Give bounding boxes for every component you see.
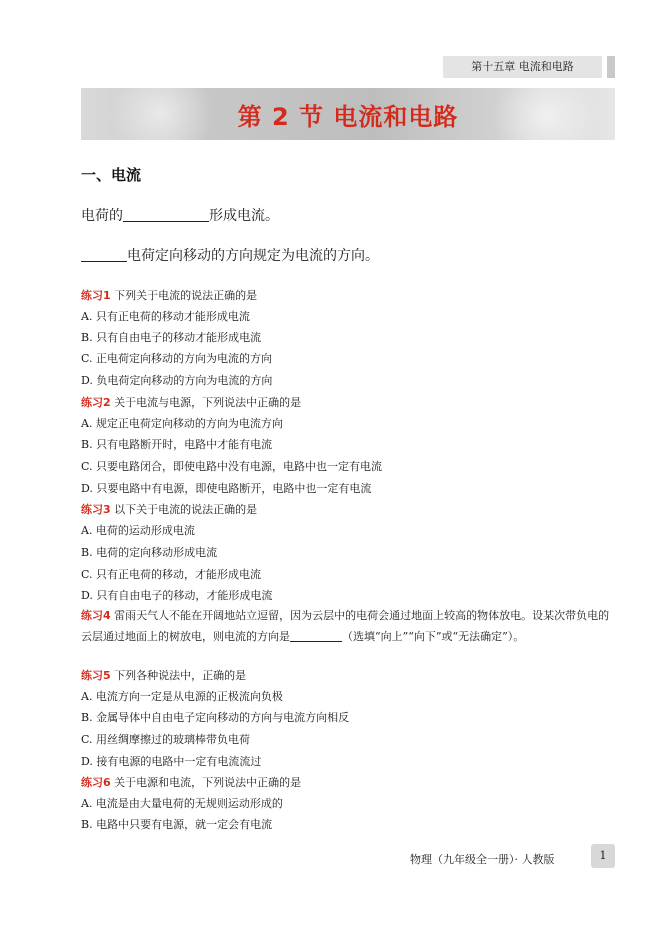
exercise-label: 练习2 — [81, 396, 111, 409]
option: B. 金属导体中自由电子定向移动的方向与电流方向相反 — [81, 711, 350, 724]
option: C. 只要电路闭合，即使电路中没有电源，电路中也一定有电流 — [81, 460, 383, 473]
fill-line-1 — [81, 205, 279, 225]
exercise-stem: 雷雨天气人不能在开阔地站立逗留，因为云层中的电荷会通过地面上较高的物体放电。设某次带负电的云层通过地面上的树放电，则电流的方向是 — [81, 609, 610, 643]
exercise-stem: 以下关于电流的说法正确的是 — [114, 503, 258, 516]
answer-blank — [290, 630, 342, 642]
exercise-label: 练习1 — [81, 289, 111, 302]
option: C. 用丝绸摩擦过的玻璃棒带负电荷 — [81, 733, 251, 746]
footer-book-title: 物理（九年级全一册）· 人教版 — [410, 853, 555, 866]
exercise-6 — [81, 776, 301, 790]
option: D. 只有自由电子的移动，才能形成电流 — [81, 589, 273, 602]
exercise-stem: 关于电源和电流，下列说法中正确的是 — [114, 776, 302, 789]
exercise-label: 练习4 — [81, 609, 111, 622]
exercise-4 — [81, 605, 611, 647]
option: D. 接有电源的电路中一定有电流流过 — [81, 755, 262, 768]
option: C. 正电荷定向移动的方向为电流的方向 — [81, 352, 273, 365]
exercise-label: 练习3 — [81, 503, 111, 516]
option: B. 只有电路断开时，电路中才能有电流 — [81, 438, 273, 451]
section-heading: 一、电流 — [81, 166, 142, 184]
exercise-label: 练习6 — [81, 776, 111, 789]
exercise-stem: 关于电流与电源，下列说法中正确的是 — [114, 396, 302, 409]
fill-line-1-before: 电荷的 — [81, 208, 123, 224]
page-number: 1 — [591, 844, 615, 868]
option: C. 只有正电荷的移动，才能形成电流 — [81, 568, 262, 581]
option: A. 电荷的运动形成电流 — [81, 524, 195, 537]
exercise-5 — [81, 669, 246, 683]
chapter-header: 第十五章 电流和电路 — [443, 56, 602, 78]
fill-line-2 — [81, 245, 379, 265]
answer-blank — [123, 207, 209, 222]
section-title: 第 2 节 电流和电路 — [237, 103, 459, 131]
fill-line-1-after: 形成电流。 — [209, 208, 279, 224]
section-banner — [81, 88, 615, 140]
option: B. 电路中只要有电源，就一定会有电流 — [81, 818, 273, 831]
option: A. 规定正电荷定向移动的方向为电流方向 — [81, 417, 283, 430]
exercise-2 — [81, 396, 301, 410]
exercise-1 — [81, 289, 257, 303]
header-decoration-bar — [607, 56, 615, 78]
fill-line-2-after: 电荷定向移动的方向规定为电流的方向。 — [127, 248, 379, 264]
option: A. 电流是由大量电荷的无规则运动形成的 — [81, 797, 283, 810]
answer-blank — [81, 247, 127, 262]
exercise-stem: 下列关于电流的说法正确的是 — [114, 289, 258, 302]
exercise-stem-end: （选填“向上”“向下”或“无法确定”）。 — [342, 630, 525, 643]
option: B. 电荷的定向移动形成电流 — [81, 546, 218, 559]
option: D. 负电荷定向移动的方向为电流的方向 — [81, 374, 273, 387]
option: B. 只有自由电子的移动才能形成电流 — [81, 331, 262, 344]
option: A. 电流方向一定是从电源的正极流向负极 — [81, 690, 283, 703]
option: A. 只有正电荷的移动才能形成电流 — [81, 310, 250, 323]
exercise-3 — [81, 503, 257, 517]
exercise-stem: 下列各种说法中，正确的是 — [114, 669, 247, 682]
option: D. 只要电路中有电源，即使电路断开，电路中也一定有电流 — [81, 482, 372, 495]
exercise-label: 练习5 — [81, 669, 111, 682]
